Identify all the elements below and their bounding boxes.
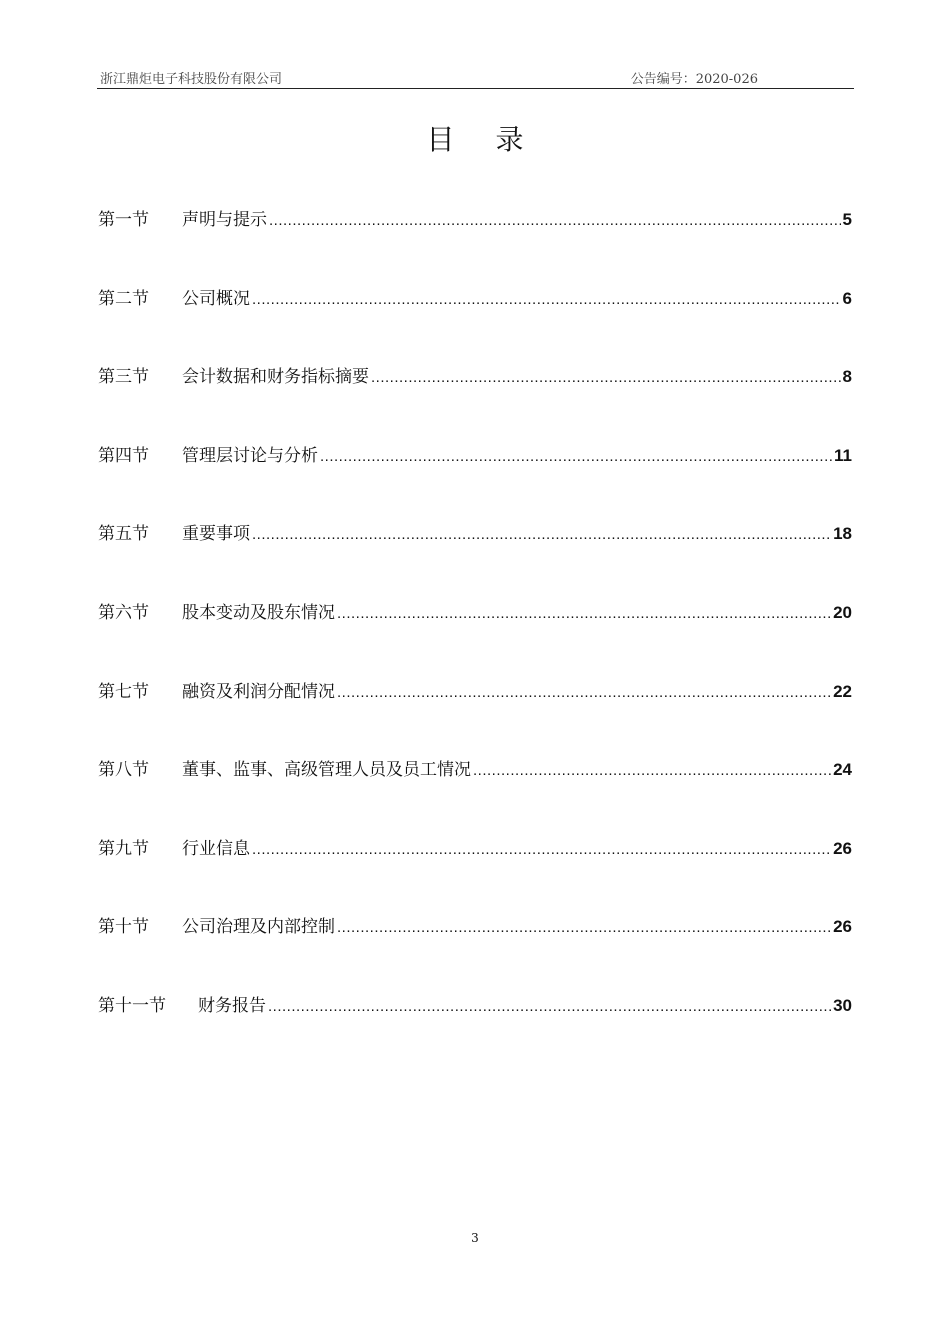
toc-entry-title: 公司概况 [182,288,250,309]
toc-entry-title: 融资及利润分配情况 [182,681,335,702]
toc-section: 第八节 [98,760,149,781]
toc-leader-dots [371,369,841,386]
toc-section: 第十一节 [98,995,166,1016]
toc-entry-title: 声明与提示 [182,210,267,230]
toc-entry-1[interactable] [98,205,852,284]
toc-page-number: 22 [833,681,852,701]
table-of-contents [98,205,852,1070]
toc-leader-dots [269,212,841,229]
toc-leader-dots [268,998,831,1015]
toc-entry-title: 管理层讨论与分析 [182,445,318,466]
toc-section: 第三节 [98,367,149,388]
toc-leader-dots [252,526,831,543]
toc-page-number: 24 [833,760,852,780]
toc-entry-2[interactable] [98,284,852,363]
toc-entry-title: 财务报告 [198,995,266,1016]
toc-entry-3[interactable] [98,362,852,441]
toc-section: 第四节 [98,445,149,466]
toc-leader-dots [473,762,831,779]
toc-section: 第七节 [98,681,149,702]
toc-leader-dots [252,291,841,308]
toc-page-number: 5 [842,210,852,229]
toc-leader-dots [337,919,831,936]
toc-page-number: 11 [834,445,852,465]
notice-number: 公告编号：2020-026 [630,72,758,87]
toc-entry-8[interactable] [98,755,852,834]
toc-page-number: 6 [842,288,852,308]
toc-page-number: 8 [842,367,852,387]
toc-leader-dots [320,448,832,465]
toc-page-number: 18 [833,524,852,544]
toc-page-number: 20 [833,602,852,622]
toc-section: 第十节 [98,917,149,938]
toc-entry-9[interactable] [98,834,852,913]
toc-entry-4[interactable] [98,441,852,520]
toc-entry-title: 会计数据和财务指标摘要 [182,367,369,388]
toc-entry-title: 行业信息 [182,838,250,859]
toc-section: 第五节 [98,524,149,545]
toc-entry-title: 公司治理及内部控制 [182,917,335,938]
toc-section: 第二节 [98,288,149,309]
company-name: 浙江鼎炬电子科技股份有限公司 [100,72,283,87]
toc-entry-6[interactable] [98,598,852,677]
toc-entry-title: 股本变动及股东情况 [182,602,335,623]
toc-entry-title: 重要事项 [182,524,250,545]
toc-page-number: 30 [833,995,852,1015]
toc-leader-dots [337,684,831,701]
toc-section: 第六节 [98,602,149,623]
toc-entry-7[interactable] [98,677,852,756]
toc-page-number: 26 [833,917,852,937]
toc-leader-dots [337,605,831,622]
toc-entry-5[interactable] [98,519,852,598]
toc-section: 第一节 [98,210,149,230]
toc-page-number: 26 [833,838,852,858]
toc-title: 目 录 [426,123,540,156]
page-number: 3 [471,1231,479,1245]
toc-section: 第九节 [98,838,149,859]
page-header [97,66,854,89]
toc-entry-10[interactable] [98,912,852,991]
toc-entry-title: 董事、监事、高级管理人员及员工情况 [182,760,471,781]
toc-entry-11[interactable] [98,991,852,1070]
toc-leader-dots [252,841,831,858]
